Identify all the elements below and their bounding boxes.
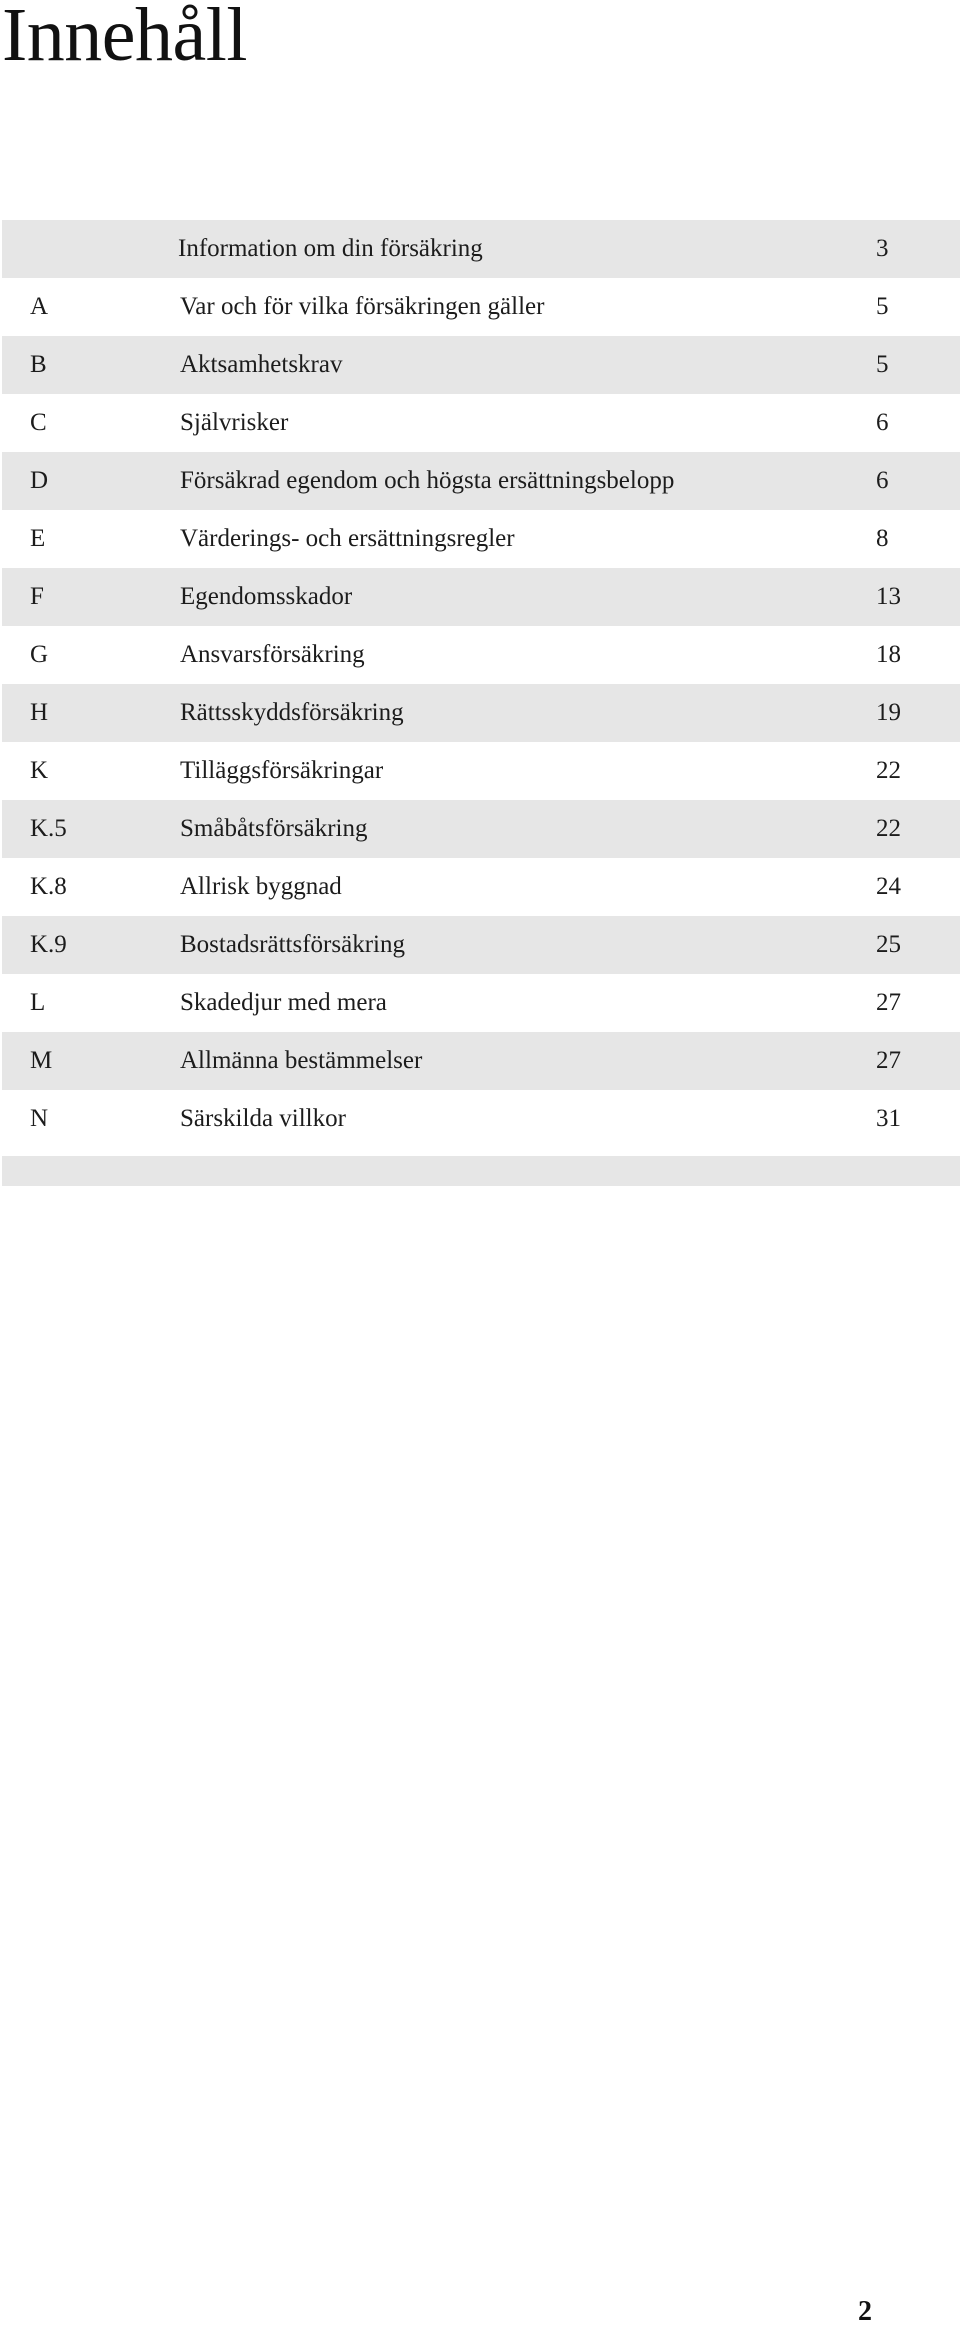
toc-row-k8[interactable]: [2, 858, 960, 916]
toc-page: 6: [876, 467, 889, 494]
toc-label: Tilläggsförsäkringar: [180, 757, 384, 784]
toc-row-c[interactable]: [2, 394, 960, 452]
toc-code: M: [30, 1047, 53, 1074]
toc-code: K.9: [30, 931, 67, 958]
toc-row-b[interactable]: [2, 336, 960, 394]
toc-label: Bostadsrättsförsäkring: [180, 931, 405, 958]
toc-label: Särskilda villkor: [180, 1105, 346, 1132]
toc-code: B: [30, 351, 47, 378]
toc-row-h[interactable]: [2, 684, 960, 742]
toc-label: Ansvarsförsäkring: [180, 641, 365, 668]
toc-row-m[interactable]: [2, 1032, 960, 1090]
toc-page: 24: [876, 873, 901, 900]
toc-page: 5: [876, 351, 889, 378]
toc-label: Skadedjur med mera: [180, 989, 387, 1016]
toc-page: 27: [876, 1047, 901, 1074]
page-title: Innehåll: [2, 0, 248, 77]
toc-page: 31: [876, 1105, 901, 1132]
toc-row-information[interactable]: [2, 220, 960, 278]
toc-code: K: [30, 757, 49, 784]
toc-page: 5: [876, 293, 889, 320]
toc-code: C: [30, 409, 47, 436]
toc-row-l[interactable]: [2, 974, 960, 1032]
toc-row-k9[interactable]: [2, 916, 960, 974]
toc-label: Egendomsskador: [180, 583, 353, 610]
toc-page: 27: [876, 989, 901, 1016]
toc-page: 25: [876, 931, 901, 958]
footer-band: [2, 1156, 960, 1186]
toc-code: H: [30, 699, 49, 726]
toc-label: Allrisk byggnad: [180, 873, 342, 900]
toc-label: Självrisker: [180, 409, 289, 436]
toc-label: Var och för vilka försäkringen gäller: [180, 293, 545, 320]
toc-label: Information om din försäkring: [178, 235, 483, 262]
toc-label: Småbåtsförsäkring: [180, 815, 368, 842]
toc-code: F: [30, 583, 44, 610]
toc-row-a[interactable]: [2, 278, 960, 336]
toc-code: K.5: [30, 815, 67, 842]
toc-page: 19: [876, 699, 901, 726]
toc-row-d[interactable]: [2, 452, 960, 510]
toc-row-f[interactable]: [2, 568, 960, 626]
toc-code: A: [30, 293, 49, 320]
toc-code: N: [30, 1105, 49, 1132]
toc-code: E: [30, 525, 46, 552]
toc-row-k5[interactable]: [2, 800, 960, 858]
toc-code: D: [30, 467, 49, 494]
toc-page: 6: [876, 409, 889, 436]
toc-page: 13: [876, 583, 901, 610]
toc-page: 22: [876, 815, 901, 842]
toc-label: Allmänna bestämmelser: [180, 1047, 423, 1074]
toc-label: Värderings- och ersättningsregler: [180, 525, 515, 552]
toc-page: 3: [876, 235, 889, 262]
toc-row-e[interactable]: [2, 510, 960, 568]
toc-row-g[interactable]: [2, 626, 960, 684]
toc-row-k[interactable]: [2, 742, 960, 800]
toc-page: 22: [876, 757, 901, 784]
toc-page: 8: [876, 525, 889, 552]
toc-label: Rättsskyddsförsäkring: [180, 699, 404, 726]
toc-label: Aktsamhetskrav: [180, 351, 343, 378]
toc-row-n[interactable]: [2, 1090, 960, 1148]
page-number: 2: [858, 2296, 872, 2327]
toc-page: 18: [876, 641, 901, 668]
toc-code: G: [30, 641, 49, 668]
toc-code: L: [30, 989, 46, 1016]
toc-label: Försäkrad egendom och högsta ersättningsbelopp: [180, 467, 675, 494]
toc-code: K.8: [30, 873, 67, 900]
table-of-contents: [2, 220, 960, 1148]
